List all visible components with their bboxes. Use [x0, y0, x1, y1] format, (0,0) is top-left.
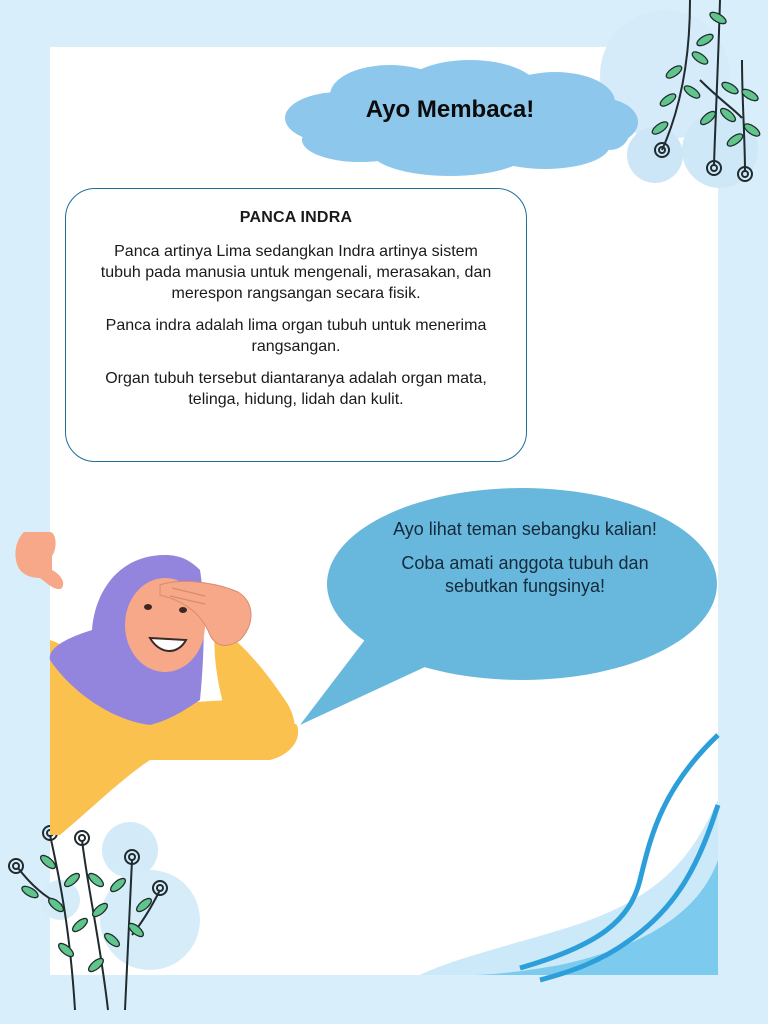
wave-decoration: [420, 735, 718, 980]
speech-line: Coba amati anggota tubuh dan sebutkan fungsinya!: [401, 553, 649, 596]
info-heading: PANCA INDRA: [239, 209, 353, 226]
info-box: [65, 188, 527, 462]
speech-bubble-text: [380, 518, 670, 609]
deco-circle: [627, 127, 683, 183]
page-title: Ayo Membaca!: [365, 96, 535, 123]
info-paragraph: Panca artinya Lima sedangkan Indra artinya sistem tubuh pada manusia untuk mengenali, merasakan, dan merespon rangsangan secara fisik.: [100, 243, 492, 302]
info-paragraph: Panca indra adalah lima organ tubuh untuk menerima rangsangan.: [105, 317, 487, 355]
girl-illustration: [15, 532, 298, 835]
speech-line: Ayo lihat teman sebangku kalian!: [393, 519, 657, 539]
info-paragraph: Organ tubuh tersebut diantaranya adalah organ mata, telinga, hidung, lidah dan kulit.: [105, 370, 487, 408]
